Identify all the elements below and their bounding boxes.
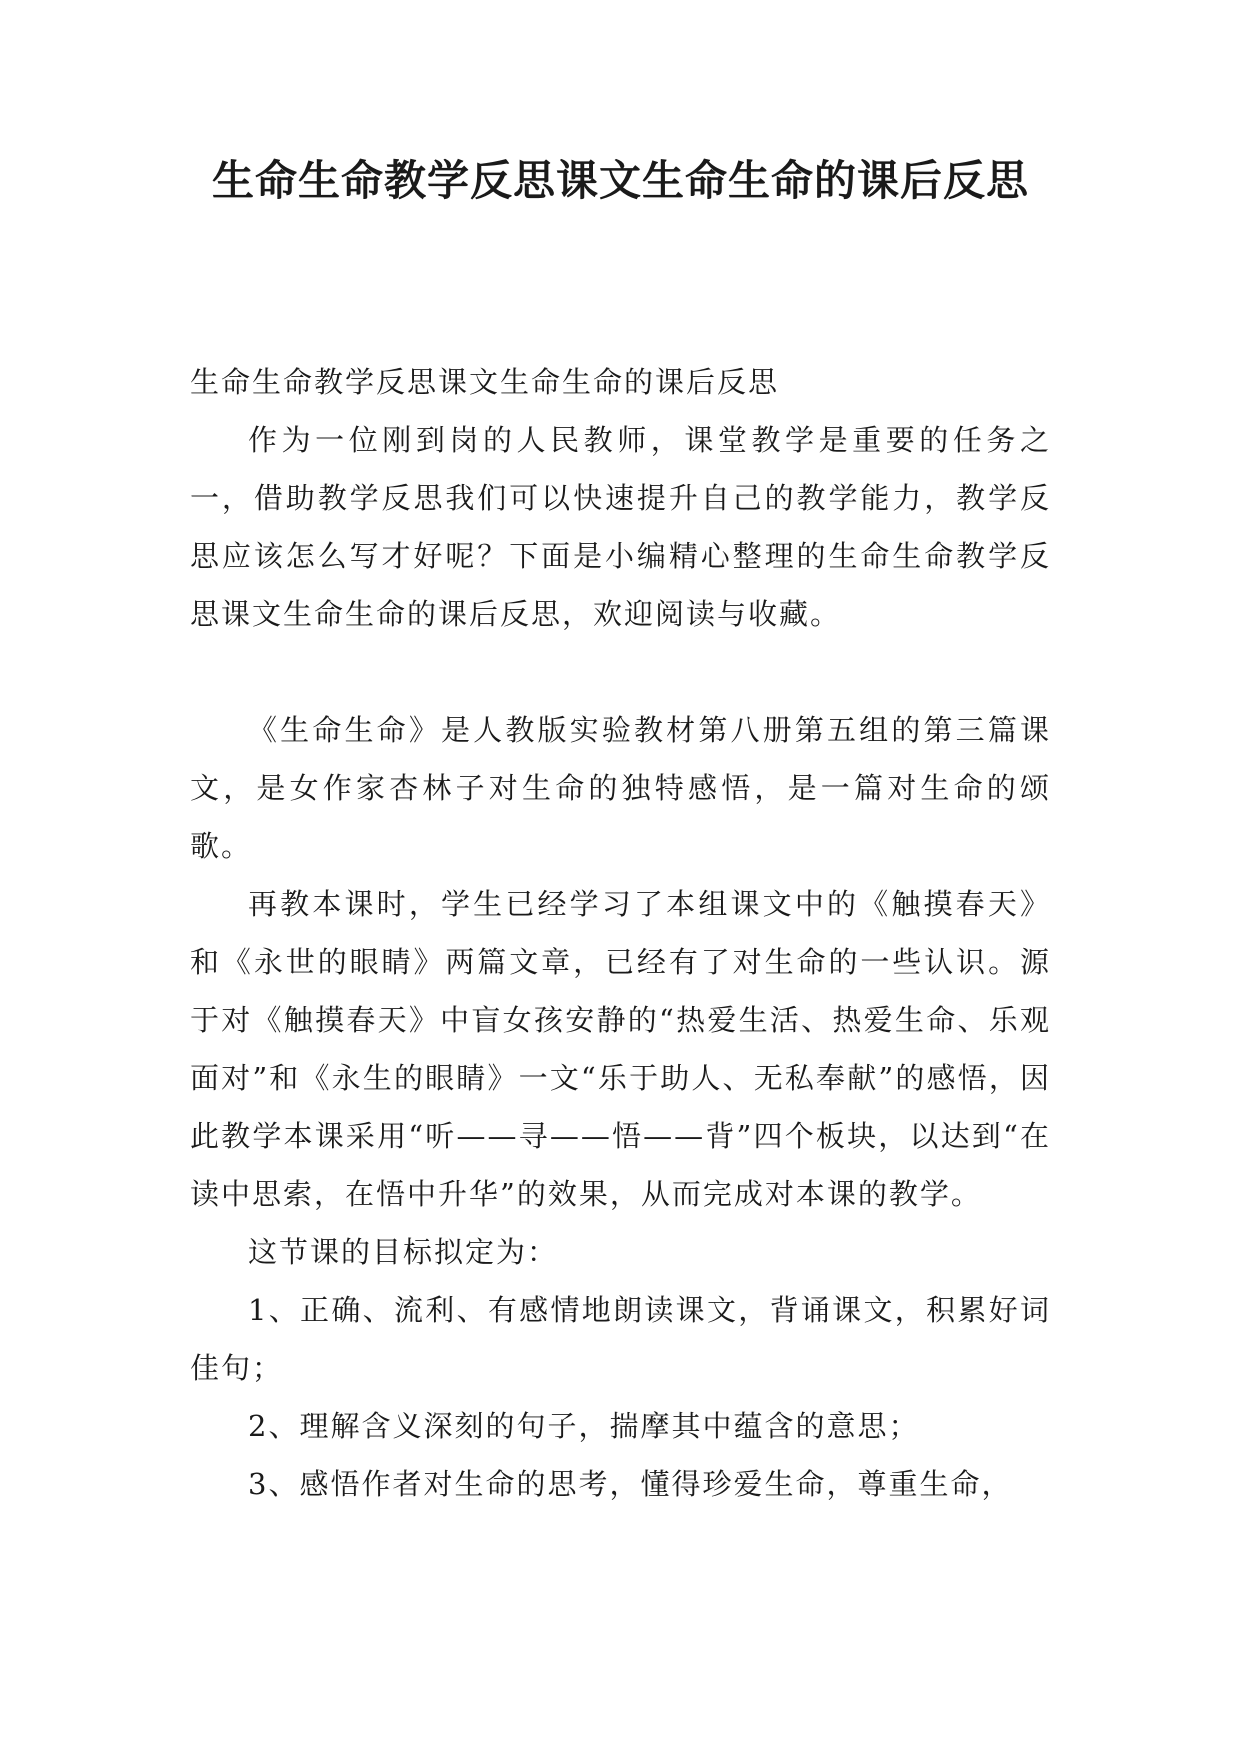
goal-item-1: 1、正确、流利、有感情地朗读课文，背诵课文，积累好词佳句；: [190, 1293, 1051, 1385]
intro-paragraph: 作为一位刚到岗的人民教师，课堂教学是重要的任务之一，借助教学反思我们可以快速提升自己的教学能力，教学反思应该怎么写才好呢？下面是小编精心整理的生命生命教学反思课文生命生命的课后反思，欢迎阅读与收藏。: [190, 423, 1051, 631]
document-title: 生命生命教学反思课文生命生命的课后反思: [211, 156, 1029, 205]
goal-item-3: 3、感悟作者对生命的思考，懂得珍爱生命，尊重生命，: [248, 1467, 1013, 1501]
subtitle-paragraph: 生命生命教学反思课文生命生命的课后反思: [190, 365, 780, 399]
goals-heading: 这节课的目标拟定为：: [248, 1235, 559, 1269]
goal-item-2: 2、理解含义深刻的句子，揣摩其中蕴含的意思；: [248, 1409, 920, 1443]
body-paragraph-2: 再教本课时，学生已经学习了本组课文中的《触摸春天》和《永世的眼睛》两篇文章，已经有了对生命的一些认识。源于对《触摸春天》中盲女孩安静的“热爱生活、热爱生命、乐观面对”和《永生的眼睛》一文“乐于助人、无私奉献”的感悟，因此教学本课采用“听——寻——悟——背”四个板块，以达到“在读中思索，在悟中升华”的效果，从而完成对本课的教学。: [190, 887, 1051, 1211]
document-body: [190, 353, 1051, 1513]
body-paragraph-1: 《生命生命》是人教版实验教材第八册第五组的第三篇课文，是女作家杏林子对生命的独特感悟，是一篇对生命的颂歌。: [190, 713, 1051, 863]
